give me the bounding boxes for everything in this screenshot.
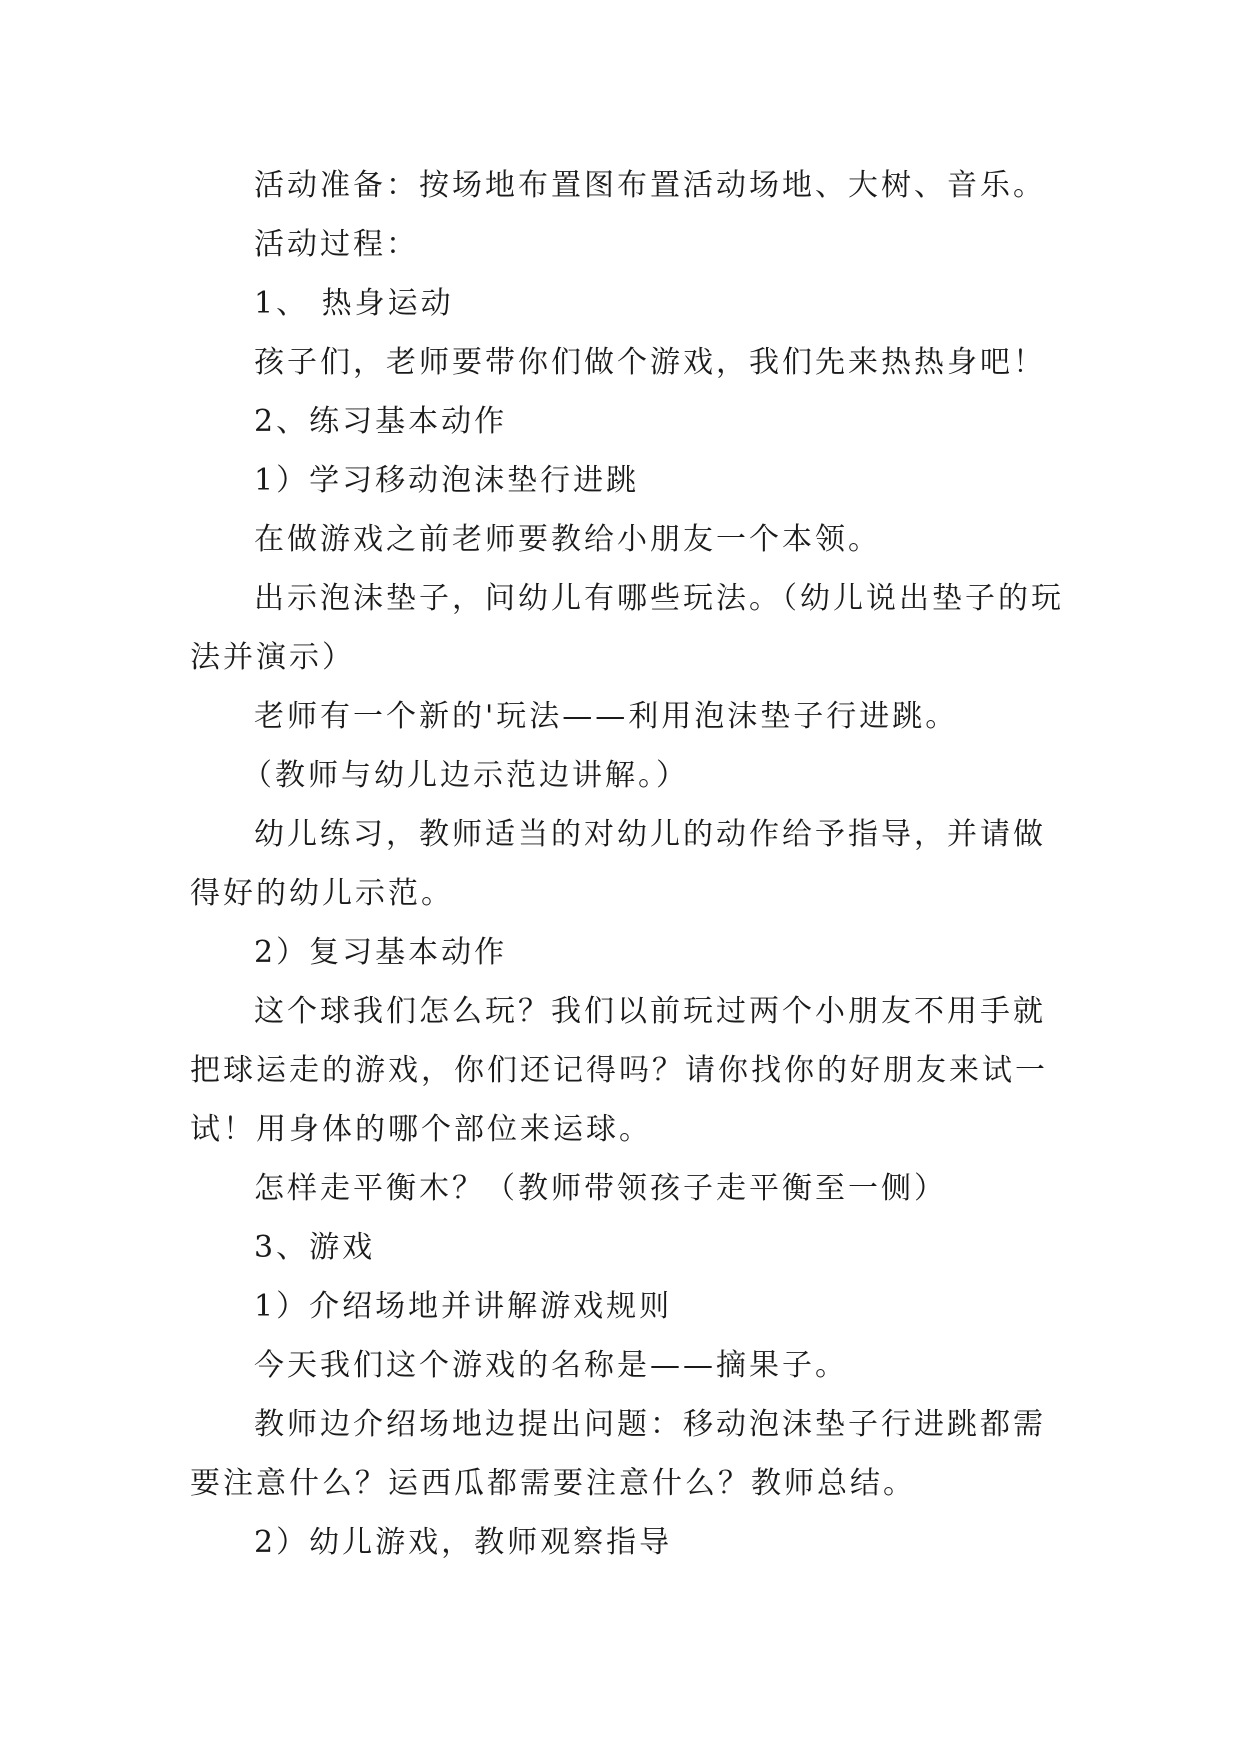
paragraph-game-name: 今天我们这个游戏的名称是——摘果子。 xyxy=(254,1348,848,1383)
paragraph-warmup-text: 孩子们，老师要带你们做个游戏，我们先来热热身吧！ xyxy=(254,345,1046,380)
paragraph-rules-heading: 1）介绍场地并讲解游戏规则 xyxy=(254,1289,673,1324)
paragraph-basic-moves-heading: 2、练习基本动作 xyxy=(254,404,508,439)
paragraph-new-way-to-play: 老师有一个新的'玩法——利用泡沫垫子行进跳。 xyxy=(254,699,959,734)
paragraph-children-play: 2）幼儿游戏，教师观察指导 xyxy=(254,1525,673,1560)
paragraph-ball-game: 这个球我们怎么玩？我们以前玩过两个小朋友不用手就把球运走的游戏，你们还记得吗？请你找你的好朋友来试一试！用身体的哪个部位来运球。 xyxy=(190,994,1048,1147)
paragraph-review-moves-heading: 2）复习基本动作 xyxy=(254,935,508,970)
paragraph-teacher-questions: 教师边介绍场地边提出问题：移动泡沫垫子行进跳都需要注意什么？运西瓜都需要注意什么？教师总结。 xyxy=(190,1407,1046,1501)
paragraph-activity-process-heading: 活动过程： xyxy=(254,227,419,262)
paragraph-teach-skill: 在做游戏之前老师要教给小朋友一个本领。 xyxy=(254,522,881,557)
paragraph-balance-beam: 怎样走平衡木？（教师带领孩子走平衡至一侧） xyxy=(254,1171,947,1206)
paragraph-children-practice: 幼儿练习，教师适当的对幼儿的动作给予指导，并请做得好的幼儿示范。 xyxy=(190,817,1046,911)
paragraph-show-foam-mat: 出示泡沫垫子，问幼儿有哪些玩法。（幼儿说出垫子的玩法并演示） xyxy=(190,581,1064,675)
paragraph-warmup-heading: 1、 热身运动 xyxy=(254,286,454,321)
document-body xyxy=(190,156,1070,1572)
paragraph-game-heading: 3、游戏 xyxy=(254,1230,376,1265)
paragraph-demonstrate: （教师与幼儿边示范边讲解。） xyxy=(242,758,689,793)
paragraph-foam-jump-heading: 1）学习移动泡沫垫行进跳 xyxy=(254,463,640,498)
paragraph-activity-preparation: 活动准备：按场地布置图布置活动场地、大树、音乐。 xyxy=(254,168,1046,203)
